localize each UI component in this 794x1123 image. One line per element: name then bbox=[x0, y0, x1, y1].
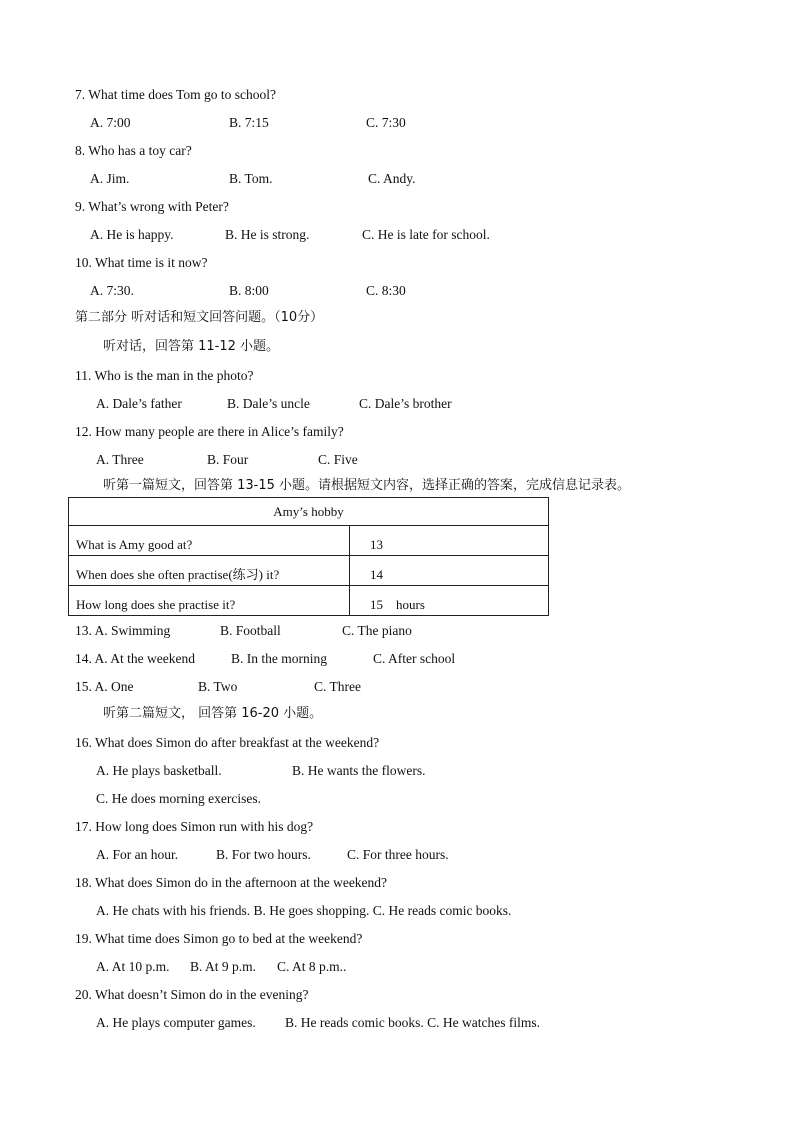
table-answer-blank: 14 bbox=[350, 556, 549, 586]
option-a: A. For an hour. bbox=[96, 847, 179, 862]
question-20: 20. What doesn’t Simon do in the evening? bbox=[75, 987, 309, 1002]
option-b: B. Football bbox=[220, 623, 281, 638]
option-c: C. For three hours. bbox=[347, 847, 449, 862]
question-7: 7. What time does Tom go to school? bbox=[75, 87, 277, 102]
option-a: 14. A. At the weekend bbox=[75, 651, 195, 666]
option-a: A. Jim. bbox=[90, 171, 130, 186]
option-c: C. After school bbox=[373, 651, 456, 666]
option-a: 13. A. Swimming bbox=[75, 623, 171, 638]
option-a: A. 7:30. bbox=[90, 283, 134, 298]
question-8: 8. Who has a toy car? bbox=[75, 143, 192, 158]
table-title: Amy’s hobby bbox=[69, 498, 549, 526]
option-a: A. Three bbox=[96, 452, 144, 467]
option-b: B. He is strong. bbox=[225, 227, 310, 242]
table-answer-blank: 13 bbox=[350, 526, 549, 556]
option-c: C. Andy. bbox=[368, 171, 416, 186]
option-b: B. He wants the flowers. bbox=[292, 763, 426, 778]
option-c: C. The piano bbox=[342, 623, 412, 638]
question-16: 16. What does Simon do after breakfast at the weekend? bbox=[75, 735, 380, 750]
table-row bbox=[69, 556, 549, 586]
option-c: C. Dale’s brother bbox=[359, 396, 452, 411]
table-row bbox=[69, 526, 549, 556]
question-19: 19. What time does Simon go to bed at the weekend? bbox=[75, 931, 363, 946]
table-answer-blank: 15 hours bbox=[350, 586, 549, 616]
table-question: How long does she practise it? bbox=[69, 586, 350, 616]
option-c: C. He does morning exercises. bbox=[96, 791, 261, 806]
hobby-table bbox=[68, 497, 549, 616]
instruction-11-12: 听对话，回答第 11-12 小题。 bbox=[103, 339, 280, 354]
option-a: 15. A. One bbox=[75, 679, 134, 694]
table-row bbox=[69, 586, 549, 616]
option-bc: B. He reads comic books. C. He watches films. bbox=[285, 1015, 540, 1030]
option-a: A. At 10 p.m. bbox=[96, 959, 170, 974]
option-abc: A. He chats with his friends. B. He goes shopping. C. He reads comic books. bbox=[96, 903, 512, 918]
option-b: B. In the morning bbox=[231, 651, 327, 666]
option-a: A. He plays computer games. bbox=[96, 1015, 256, 1030]
option-c: C. He is late for school. bbox=[362, 227, 490, 242]
option-c: C. Five bbox=[318, 452, 358, 467]
question-18: 18. What does Simon do in the afternoon at the weekend? bbox=[75, 875, 388, 890]
option-c: C. Three bbox=[314, 679, 361, 694]
table-question: When does she often practise(练习) it? bbox=[69, 556, 350, 586]
question-9: 9. What’s wrong with Peter? bbox=[75, 199, 229, 214]
instruction-13-15: 听第一篇短文，回答第 13-15 小题。请根据短文内容，选择正确的答案，完成信息记录表。 bbox=[103, 478, 631, 493]
section-title: 第二部分 听对话和短文回答问题。（10分） bbox=[75, 310, 324, 325]
option-b: B. At 9 p.m. bbox=[190, 959, 257, 974]
option-b: B. Four bbox=[207, 452, 249, 467]
option-b: B. 7:15 bbox=[229, 115, 269, 130]
question-12: 12. How many people are there in Alice’s family? bbox=[75, 424, 344, 439]
option-c: C. 8:30 bbox=[366, 283, 406, 298]
instruction-16-20: 听第二篇短文， 回答第 16-20 小题。 bbox=[103, 706, 323, 721]
option-a: A. 7:00 bbox=[90, 115, 131, 130]
option-c: C. 7:30 bbox=[366, 115, 406, 130]
option-a: A. He is happy. bbox=[90, 227, 174, 242]
option-b: B. For two hours. bbox=[216, 847, 311, 862]
option-c: C. At 8 p.m.. bbox=[277, 959, 347, 974]
option-a: A. Dale’s father bbox=[96, 396, 182, 411]
question-10: 10. What time is it now? bbox=[75, 255, 208, 270]
option-b: B. 8:00 bbox=[229, 283, 269, 298]
option-b: B. Tom. bbox=[229, 171, 273, 186]
option-b: B. Two bbox=[198, 679, 238, 694]
question-17: 17. How long does Simon run with his dog? bbox=[75, 819, 314, 834]
table-question: What is Amy good at? bbox=[69, 526, 350, 556]
option-a: A. He plays basketball. bbox=[96, 763, 222, 778]
question-11: 11. Who is the man in the photo? bbox=[75, 368, 254, 383]
option-b: B. Dale’s uncle bbox=[227, 396, 310, 411]
